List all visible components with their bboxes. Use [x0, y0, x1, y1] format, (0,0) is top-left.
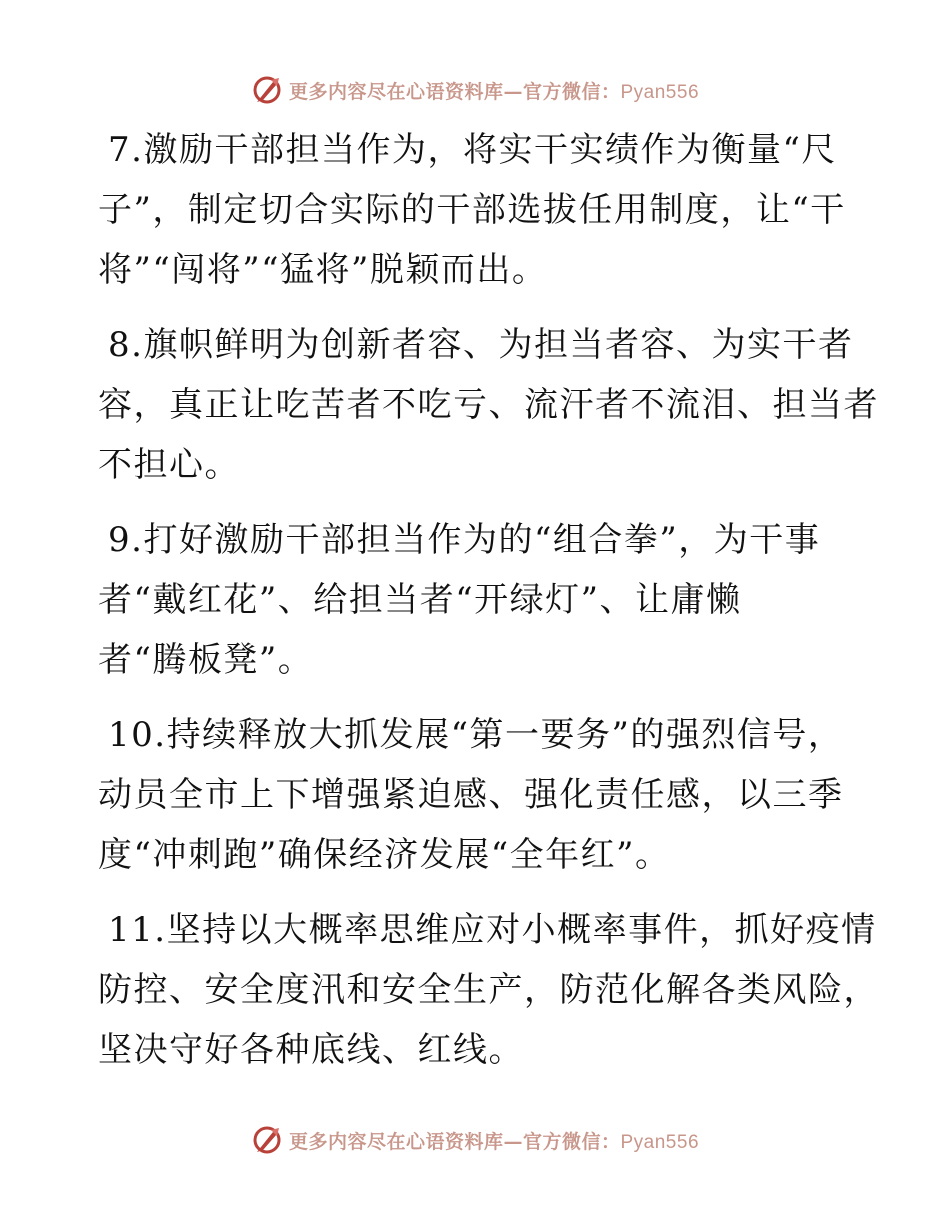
paragraph-line: 动员全市上下增强紧迫感、强化责任感，以三季: [98, 775, 844, 815]
footer-banner-cn: 更多内容尽在心语资料库—官方微信：: [288, 1130, 621, 1153]
paragraph-line: 不担心。: [98, 445, 240, 485]
footer-banner-wechat-id: Pyan556: [620, 1131, 700, 1153]
paragraph-10: [98, 705, 858, 885]
quill-circle-icon: [251, 1124, 283, 1156]
footer-banner-text: [289, 1127, 699, 1154]
paragraph-line: 8.旗帜鲜明为创新者容、为担当者容、为实干者: [108, 325, 854, 365]
paragraph-9: [98, 510, 858, 690]
paragraph-line: 11.坚持以大概率思维应对小概率事件，抓好疫情: [108, 910, 877, 950]
paragraph-line: 9.打好激励干部担当作为的“组合拳”，为干事: [108, 520, 821, 560]
paragraph-line: 者“戴红花”、给担当者“开绿灯”、让庸懒: [98, 580, 742, 620]
paragraph-8: [98, 315, 879, 495]
header-banner-wechat-id: Pyan556: [620, 81, 700, 103]
paragraph-line: 度“冲刺跑”确保经济发展“全年红”。: [98, 835, 671, 875]
document-body: [98, 120, 879, 1095]
footer-banner: [0, 1120, 950, 1160]
quill-circle-icon: [251, 74, 283, 106]
header-banner-text: [289, 77, 699, 104]
paragraph-7: [98, 120, 858, 300]
paragraph-line: 容，真正让吃苦者不吃亏、流汗者不流泪、担当者: [98, 385, 879, 425]
header-banner: [0, 70, 950, 110]
paragraph-line: 子”，制定切合实际的干部选拔任用制度，让“干: [98, 190, 846, 230]
paragraph-line: 7.激励干部担当作为，将实干实绩作为衡量“尺: [108, 130, 837, 170]
paragraph-line: 坚决守好各种底线、红线。: [98, 1030, 524, 1070]
paragraph-line: 防控、安全度汛和安全生产，防范化解各类风险，: [98, 970, 879, 1010]
paragraph-line: 10.持续释放大抓发展“第一要务”的强烈信号，: [108, 715, 844, 755]
paragraph-line: 将”“闯将”“猛将”脱颖而出。: [98, 250, 548, 290]
paragraph-11: [98, 900, 879, 1080]
paragraph-line: 者“腾板凳”。: [98, 640, 314, 680]
header-banner-cn: 更多内容尽在心语资料库—官方微信：: [288, 80, 621, 103]
